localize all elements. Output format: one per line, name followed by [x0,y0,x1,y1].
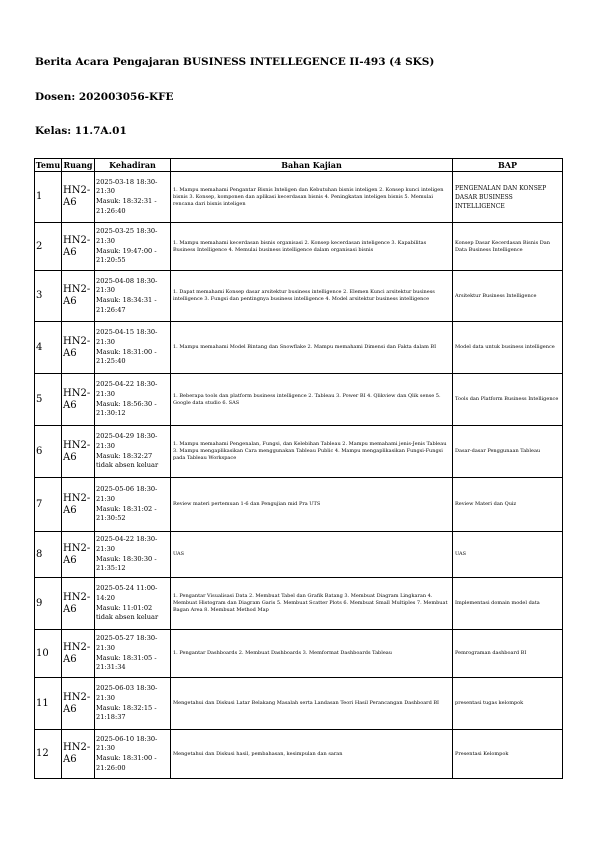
bahan-kajian-cell: 1. Mampu memahami Model Bintang dan Snowflake 2. Mampu memahami Dimensi dan Fakta dalam BI [171,322,453,374]
temu-cell: 9 [35,578,62,630]
table-row [35,172,563,223]
bap-cell: Presentasi Kelompok [453,730,563,779]
temu-cell: 12 [35,730,62,779]
bap-cell: Model data untuk business intelligence [453,322,563,374]
kehadiran-cell: 2025-05-24 11:00- 14:20 Masuk: 11:01:02 tidak absen keluar [95,578,171,630]
ruang-cell: HN2- A6 [62,532,95,578]
table-row [35,271,563,322]
bahan-kajian-cell: Review materi pertemuan 1-6 dan Pengujian mid Pra UTS [171,478,453,532]
table-row [35,223,563,271]
bahan-kajian-cell: 1. Dapat memahami Konsep dasar arsitektur business intelligence 2. Elemen Kunci arsitektur business intelligence 3. Fungsi dan pentingnya business intelligence 4. Model arsitektur business intelligence [171,271,453,322]
page-title: Berita Acara Pengajaran BUSINESS INTELLEGENCE II-493 (4 SKS) [35,56,435,68]
temu-cell: 5 [35,374,62,426]
kehadiran-cell: 2025-06-10 18:30- 21:30 Masuk: 18:31:00 - 21:26:00 [95,730,171,779]
kehadiran-cell: 2025-03-25 18:30- 21:30 Masuk: 19:47:00 - 21:20:55 [95,223,171,271]
ruang-cell: HN2- A6 [62,172,95,223]
bahan-kajian-cell: 1. Beberapa tools dan platform business intelligence 2. Tableau 3. Power BI 4. Qlikview dan Qlik sense 5. Google data studio 6. SAS [171,374,453,426]
bahan-kajian-cell: 1. Pengantar Dashboards 2. Membuat Dashboards 3. Memformat Dashboards Tableau [171,630,453,678]
column-header-temu: Temu [35,160,61,170]
column-header-ruang: Ruang [63,160,93,170]
bahan-kajian-cell: Mengetahui dan Diskusi hasil, pembahasan, kesimpulan dan saran [171,730,453,779]
bahan-kajian-cell: 1. Pengantar Visualisasi Data 2. Membuat Tabel dan Grafik Batang 3. Membuat Diagram Lingkaran 4. Membuat Histogram dan Diagram Garis 5. Membuat Scatter Plots 6. Membuat Small Multiples 7. Membuat Bagan Area 8. Membuat Method Map [171,578,453,630]
table-row [35,678,563,730]
table-row [35,322,563,374]
temu-cell: 4 [35,322,62,374]
bap-cell: presentasi tugas kelompok [453,678,563,730]
temu-cell: 10 [35,630,62,678]
kehadiran-cell: 2025-03-18 18:30- 21:30 Masuk: 18:32:31 - 21:26:40 [95,172,171,223]
table-row [35,478,563,532]
table-row [35,730,563,779]
kehadiran-cell: 2025-04-29 18:30- 21:30 Masuk: 18:32:27 tidak absen keluar [95,426,171,478]
temu-cell: 7 [35,478,62,532]
dosen-label: Dosen: 202003056-KFE [35,91,174,103]
temu-cell: 11 [35,678,62,730]
kehadiran-cell: 2025-04-22 18:30- 21:30 Masuk: 18:56:30 - 21:30:12 [95,374,171,426]
column-header-bahan-kajian: Bahan Kajian [171,159,453,172]
table-header-row [35,159,563,172]
bap-cell: Dasar-dasar Penggunaan Tableau [453,426,563,478]
column-header-bap: BAP [453,159,563,172]
column-header-kehadiran: Kehadiran [95,159,171,172]
table-row [35,630,563,678]
ruang-cell: HN2- A6 [62,578,95,630]
bap-cell: Konsep Dasar Kecerdasan Bisnis Dan Data Business Intelligence [453,223,563,271]
bap-cell: PENGENALAN DAN KONSEP DASAR BUSINESS INTELLIGENCE [453,172,563,223]
bap-cell: Pemrograman dashboard BI [453,630,563,678]
temu-cell: 6 [35,426,62,478]
ruang-cell: HN2- A6 [62,478,95,532]
ruang-cell: HN2- A6 [62,374,95,426]
bahan-kajian-cell: 1. Mampu memahami Pengantar Bisnis Inteligen dan Kebutuhan bisnis inteligen 2. Konsep kunci inteligen bisnis 3. Konsep, komponen dan aplikasi kecerdasan bisnis 4. Peningkatan inteligen bisnis 5. Memulai rencana dari bisnis inteligen [171,172,453,223]
bahan-kajian-cell: Mengetahui dan Diskusi Latar Belakang Masalah serta Landasan Teori Hasil Perancangan Dashboard BI [171,678,453,730]
ruang-cell: HN2- A6 [62,426,95,478]
kehadiran-cell: 2025-04-15 18:30- 21:30 Masuk: 18:31:00 - 21:25:40 [95,322,171,374]
table-row [35,578,563,630]
bap-cell: Review Materi dan Quiz [453,478,563,532]
kelas-label: Kelas: 11.7A.01 [35,125,127,137]
ruang-cell: HN2- A6 [62,678,95,730]
ruang-cell: HN2- A6 [62,630,95,678]
bahan-kajian-cell: 1. Mampu memahami kecerdasan bisnis organisasi 2. Konsep kecerdasan inteligence 3. Kapabilitas Business Intelligence 4. Memulai business intelligence dalam organisasi bisnis [171,223,453,271]
attendance-table [34,158,563,779]
table-row [35,426,563,478]
ruang-cell: HN2- A6 [62,271,95,322]
kehadiran-cell: 2025-05-06 18:30- 21:30 Masuk: 18:31:02 - 21:30:52 [95,478,171,532]
kehadiran-cell: 2025-06-03 18:30- 21:30 Masuk: 18:32:15 - 21:18:37 [95,678,171,730]
ruang-cell: HN2- A6 [62,223,95,271]
temu-cell: 8 [35,532,62,578]
temu-cell: 2 [35,223,62,271]
bahan-kajian-cell: UAS [171,532,453,578]
table-row [35,532,563,578]
table-row [35,374,563,426]
ruang-cell: HN2- A6 [62,730,95,779]
bap-cell: Tools dan Platform Business Intelligence [453,374,563,426]
kehadiran-cell: 2025-04-22 18:30- 21:30 Masuk: 18:30:30 - 21:35:12 [95,532,171,578]
bahan-kajian-cell: 1. Mampu memahami Pengenalan, Fungsi, dan Kelebihan Tableau 2. Mampu memahami jenis-Jenis Tableau 3. Mampu mengaplikasikan Cara menggunakan Tableau Public 4. Mampu mengaplikasikan Fungsi-Fungsi pada Tableau Workspace [171,426,453,478]
ruang-cell: HN2- A6 [62,322,95,374]
bap-cell: Arsitektur Business Intelligence [453,271,563,322]
bap-cell: UAS [453,532,563,578]
bap-cell: Implementasi domain model data [453,578,563,630]
kehadiran-cell: 2025-04-08 18:30- 21:30 Masuk: 18:34:31 - 21:26:47 [95,271,171,322]
kehadiran-cell: 2025-05-27 18:30- 21:30 Masuk: 18:31:05 - 21:31:34 [95,630,171,678]
temu-cell: 3 [35,271,62,322]
temu-cell: 1 [35,172,62,223]
